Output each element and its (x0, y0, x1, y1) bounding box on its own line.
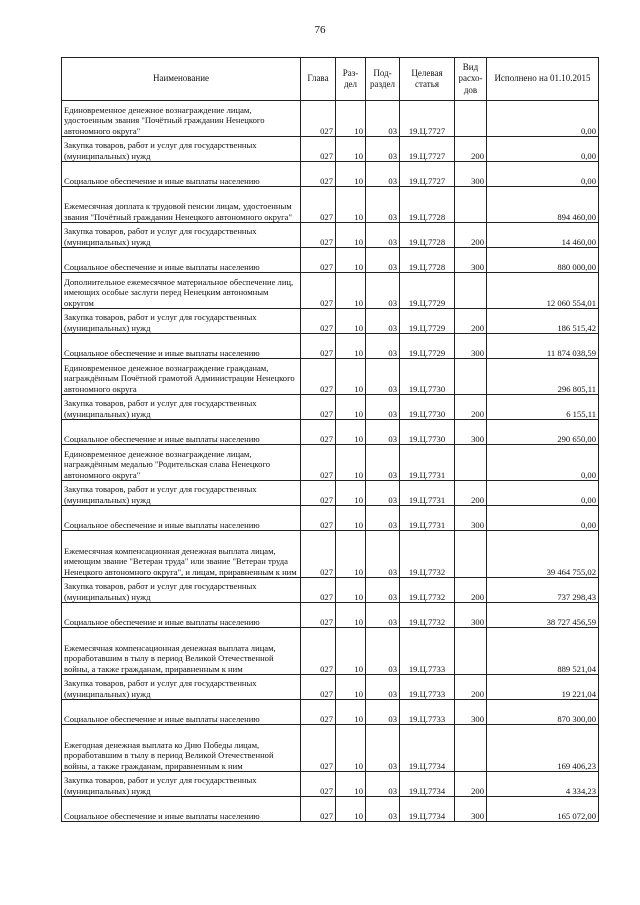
cell-subsection: 03 (366, 506, 400, 531)
cell-executed: 870 300,00 (487, 700, 599, 725)
cell-executed: 11 874 038,59 (487, 334, 599, 359)
cell-name: Ежемесячная компенсационная денежная выплата лицам, проработавшим в тылу в период Великой Отечественной войны, а также гражданам, приравненным к ним (62, 628, 301, 675)
cell-type: 300 (455, 248, 487, 273)
cell-type: 200 (455, 309, 487, 334)
cell-type: 200 (455, 137, 487, 162)
cell-subsection: 03 (366, 359, 400, 395)
cell-type: 200 (455, 223, 487, 248)
cell-chapter: 027 (301, 445, 336, 481)
cell-type: 200 (455, 578, 487, 603)
cell-name: Ежемесячная доплата к трудовой пенсии лицам, удостоенным звания "Почётный гражданин Ненецкого автономного округа" (62, 187, 301, 223)
cell-chapter: 027 (301, 420, 336, 445)
cell-name: Социальное обеспечение и иные выплаты населению (62, 334, 301, 359)
table-row (62, 578, 599, 603)
cell-executed: 737 298,43 (487, 578, 599, 603)
cell-target: 19.Ц.7733 (400, 628, 455, 675)
cell-executed: 880 000,00 (487, 248, 599, 273)
header-executed: Исполнено на 01.10.2015 (487, 58, 599, 101)
table-row (62, 725, 599, 772)
cell-subsection: 03 (366, 248, 400, 273)
cell-type (455, 445, 487, 481)
cell-subsection: 03 (366, 797, 400, 822)
table-body (62, 101, 599, 822)
cell-name: Дополнительное ежемесячное материальное обеспечение лиц, имеющих особые заслуги перед Ненецким автономным округом (62, 273, 301, 309)
cell-chapter: 027 (301, 531, 336, 578)
cell-section: 10 (336, 359, 366, 395)
cell-name: Закупка товаров, работ и услуг для государственных (муниципальных) нужд (62, 675, 301, 700)
table-row (62, 675, 599, 700)
cell-name: Ежегодная денежная выплата ко Дню Победы лицам, проработавшим в тылу в период Великой Отечественной войны, а также гражданам, приравненным к ним (62, 725, 301, 772)
cell-name: Социальное обеспечение и иные выплаты населению (62, 797, 301, 822)
header-chapter: Глава (301, 58, 336, 101)
cell-subsection: 03 (366, 725, 400, 772)
table-row (62, 273, 599, 309)
cell-target: 19.Ц.7730 (400, 359, 455, 395)
table-row (62, 395, 599, 420)
header-target: Целевая статья (400, 58, 455, 101)
cell-executed: 0,00 (487, 481, 599, 506)
cell-executed: 186 515,42 (487, 309, 599, 334)
cell-chapter: 027 (301, 187, 336, 223)
cell-section: 10 (336, 273, 366, 309)
cell-target: 19.Ц.7732 (400, 578, 455, 603)
cell-section: 10 (336, 187, 366, 223)
table-row (62, 531, 599, 578)
cell-target: 19.Ц.7729 (400, 273, 455, 309)
cell-chapter: 027 (301, 162, 336, 187)
table-row (62, 334, 599, 359)
cell-target: 19.Ц.7734 (400, 797, 455, 822)
cell-executed: 6 155,11 (487, 395, 599, 420)
cell-section: 10 (336, 162, 366, 187)
table-row (62, 420, 599, 445)
cell-name: Социальное обеспечение и иные выплаты населению (62, 420, 301, 445)
page-number: 76 (314, 24, 326, 36)
cell-section: 10 (336, 481, 366, 506)
cell-executed: 169 406,23 (487, 725, 599, 772)
cell-type (455, 273, 487, 309)
cell-target: 19.Ц.7727 (400, 137, 455, 162)
cell-target: 19.Ц.7730 (400, 420, 455, 445)
cell-executed: 0,00 (487, 162, 599, 187)
cell-type (455, 725, 487, 772)
cell-section: 10 (336, 248, 366, 273)
cell-type: 300 (455, 420, 487, 445)
cell-name: Закупка товаров, работ и услуг для государственных (муниципальных) нужд (62, 309, 301, 334)
header-name: Наименование (62, 58, 301, 101)
cell-executed: 38 727 456,59 (487, 603, 599, 628)
cell-executed: 165 072,00 (487, 797, 599, 822)
cell-type: 200 (455, 395, 487, 420)
cell-subsection: 03 (366, 628, 400, 675)
cell-executed: 889 521,04 (487, 628, 599, 675)
cell-type: 300 (455, 797, 487, 822)
cell-type: 200 (455, 772, 487, 797)
header-type: Вид расхо-дов (455, 58, 487, 101)
cell-executed: 19 221,04 (487, 675, 599, 700)
cell-chapter: 027 (301, 273, 336, 309)
cell-type (455, 531, 487, 578)
cell-subsection: 03 (366, 223, 400, 248)
table-header (62, 58, 599, 101)
cell-name: Закупка товаров, работ и услуг для государственных (муниципальных) нужд (62, 223, 301, 248)
cell-target: 19.Ц.7732 (400, 603, 455, 628)
cell-name: Социальное обеспечение и иные выплаты населению (62, 603, 301, 628)
table-row (62, 101, 599, 137)
cell-target: 19.Ц.7731 (400, 445, 455, 481)
cell-section: 10 (336, 223, 366, 248)
cell-executed: 14 460,00 (487, 223, 599, 248)
cell-executed: 0,00 (487, 506, 599, 531)
cell-type (455, 628, 487, 675)
cell-name: Закупка товаров, работ и услуг для государственных (муниципальных) нужд (62, 772, 301, 797)
cell-chapter: 027 (301, 137, 336, 162)
cell-type: 200 (455, 481, 487, 506)
cell-subsection: 03 (366, 578, 400, 603)
cell-subsection: 03 (366, 531, 400, 578)
table-row (62, 628, 599, 675)
table-row (62, 162, 599, 187)
header-section: Раз-дел (336, 58, 366, 101)
table-row (62, 772, 599, 797)
cell-target: 19.Ц.7731 (400, 506, 455, 531)
cell-name: Социальное обеспечение и иные выплаты населению (62, 506, 301, 531)
table-row (62, 359, 599, 395)
cell-subsection: 03 (366, 309, 400, 334)
cell-chapter: 027 (301, 506, 336, 531)
table-row (62, 603, 599, 628)
cell-chapter: 027 (301, 395, 336, 420)
cell-type: 200 (455, 675, 487, 700)
cell-name: Закупка товаров, работ и услуг для государственных (муниципальных) нужд (62, 395, 301, 420)
cell-target: 19.Ц.7727 (400, 162, 455, 187)
cell-type: 300 (455, 506, 487, 531)
cell-type: 300 (455, 700, 487, 725)
cell-name: Единовременное денежное вознаграждение лицам, награждённым медалью "Родительская слава Ненецкого автономного округа" (62, 445, 301, 481)
cell-name: Закупка товаров, работ и услуг для государственных (муниципальных) нужд (62, 481, 301, 506)
cell-type: 300 (455, 334, 487, 359)
cell-chapter: 027 (301, 578, 336, 603)
cell-target: 19.Ц.7732 (400, 531, 455, 578)
table-row (62, 187, 599, 223)
cell-chapter: 027 (301, 359, 336, 395)
table-row (62, 445, 599, 481)
cell-name: Ежемесячная компенсационная денежная выплата лицам, имеющим звание "Ветеран труда" или звание "Ветеран труда Ненецкого автономного округа", и лицам, приравненным к ним (62, 531, 301, 578)
table-row (62, 797, 599, 822)
cell-section: 10 (336, 101, 366, 137)
cell-type (455, 359, 487, 395)
cell-target: 19.Ц.7733 (400, 675, 455, 700)
cell-section: 10 (336, 772, 366, 797)
cell-chapter: 027 (301, 675, 336, 700)
cell-section: 10 (336, 603, 366, 628)
cell-chapter: 027 (301, 101, 336, 137)
cell-target: 19.Ц.7728 (400, 187, 455, 223)
cell-subsection: 03 (366, 603, 400, 628)
cell-section: 10 (336, 506, 366, 531)
cell-section: 10 (336, 628, 366, 675)
cell-executed: 12 060 554,01 (487, 273, 599, 309)
cell-chapter: 027 (301, 248, 336, 273)
cell-target: 19.Ц.7729 (400, 309, 455, 334)
cell-executed: 4 334,23 (487, 772, 599, 797)
cell-subsection: 03 (366, 334, 400, 359)
cell-section: 10 (336, 420, 366, 445)
cell-subsection: 03 (366, 700, 400, 725)
cell-name: Социальное обеспечение и иные выплаты населению (62, 162, 301, 187)
table-row (62, 309, 599, 334)
cell-section: 10 (336, 578, 366, 603)
cell-executed: 894 460,00 (487, 187, 599, 223)
cell-subsection: 03 (366, 772, 400, 797)
cell-subsection: 03 (366, 675, 400, 700)
cell-section: 10 (336, 137, 366, 162)
cell-chapter: 027 (301, 628, 336, 675)
cell-section: 10 (336, 797, 366, 822)
cell-executed: 0,00 (487, 137, 599, 162)
cell-target: 19.Ц.7733 (400, 700, 455, 725)
table-row (62, 481, 599, 506)
cell-target: 19.Ц.7729 (400, 334, 455, 359)
cell-subsection: 03 (366, 273, 400, 309)
cell-chapter: 027 (301, 603, 336, 628)
cell-name: Социальное обеспечение и иные выплаты населению (62, 248, 301, 273)
cell-subsection: 03 (366, 481, 400, 506)
cell-subsection: 03 (366, 137, 400, 162)
cell-type (455, 101, 487, 137)
cell-chapter: 027 (301, 309, 336, 334)
cell-subsection: 03 (366, 101, 400, 137)
cell-section: 10 (336, 445, 366, 481)
cell-chapter: 027 (301, 334, 336, 359)
cell-chapter: 027 (301, 772, 336, 797)
cell-section: 10 (336, 675, 366, 700)
cell-target: 19.Ц.7731 (400, 481, 455, 506)
cell-name: Единовременное денежное вознаграждение лицам, удостоенным звания "Почётный гражданин Ненецкого автономного округа" (62, 101, 301, 137)
cell-chapter: 027 (301, 700, 336, 725)
cell-subsection: 03 (366, 420, 400, 445)
table-row (62, 700, 599, 725)
table-row (62, 506, 599, 531)
cell-target: 19.Ц.7734 (400, 772, 455, 797)
cell-target: 19.Ц.7727 (400, 101, 455, 137)
cell-section: 10 (336, 309, 366, 334)
cell-chapter: 027 (301, 481, 336, 506)
cell-subsection: 03 (366, 162, 400, 187)
cell-executed: 296 805,11 (487, 359, 599, 395)
cell-subsection: 03 (366, 445, 400, 481)
cell-executed: 0,00 (487, 445, 599, 481)
cell-type: 300 (455, 162, 487, 187)
cell-name: Закупка товаров, работ и услуг для государственных (муниципальных) нужд (62, 137, 301, 162)
cell-executed: 290 650,00 (487, 420, 599, 445)
cell-executed: 0,00 (487, 101, 599, 137)
cell-subsection: 03 (366, 187, 400, 223)
cell-name: Закупка товаров, работ и услуг для государственных (муниципальных) нужд (62, 578, 301, 603)
cell-executed: 39 464 755,02 (487, 531, 599, 578)
header-subsection: Под-раздел (366, 58, 400, 101)
table-row (62, 137, 599, 162)
table-row (62, 223, 599, 248)
cell-section: 10 (336, 334, 366, 359)
cell-target: 19.Ц.7728 (400, 223, 455, 248)
cell-chapter: 027 (301, 725, 336, 772)
cell-target: 19.Ц.7728 (400, 248, 455, 273)
cell-name: Единовременное денежное вознаграждение гражданам, награждённым Почётной грамотой Администрации Ненецкого автономного округа (62, 359, 301, 395)
cell-target: 19.Ц.7734 (400, 725, 455, 772)
cell-type (455, 187, 487, 223)
cell-chapter: 027 (301, 223, 336, 248)
budget-execution-table (61, 57, 599, 822)
cell-section: 10 (336, 700, 366, 725)
cell-section: 10 (336, 395, 366, 420)
cell-type: 300 (455, 603, 487, 628)
cell-target: 19.Ц.7730 (400, 395, 455, 420)
cell-section: 10 (336, 531, 366, 578)
cell-chapter: 027 (301, 797, 336, 822)
table-row (62, 248, 599, 273)
cell-subsection: 03 (366, 395, 400, 420)
cell-name: Социальное обеспечение и иные выплаты населению (62, 700, 301, 725)
cell-section: 10 (336, 725, 366, 772)
